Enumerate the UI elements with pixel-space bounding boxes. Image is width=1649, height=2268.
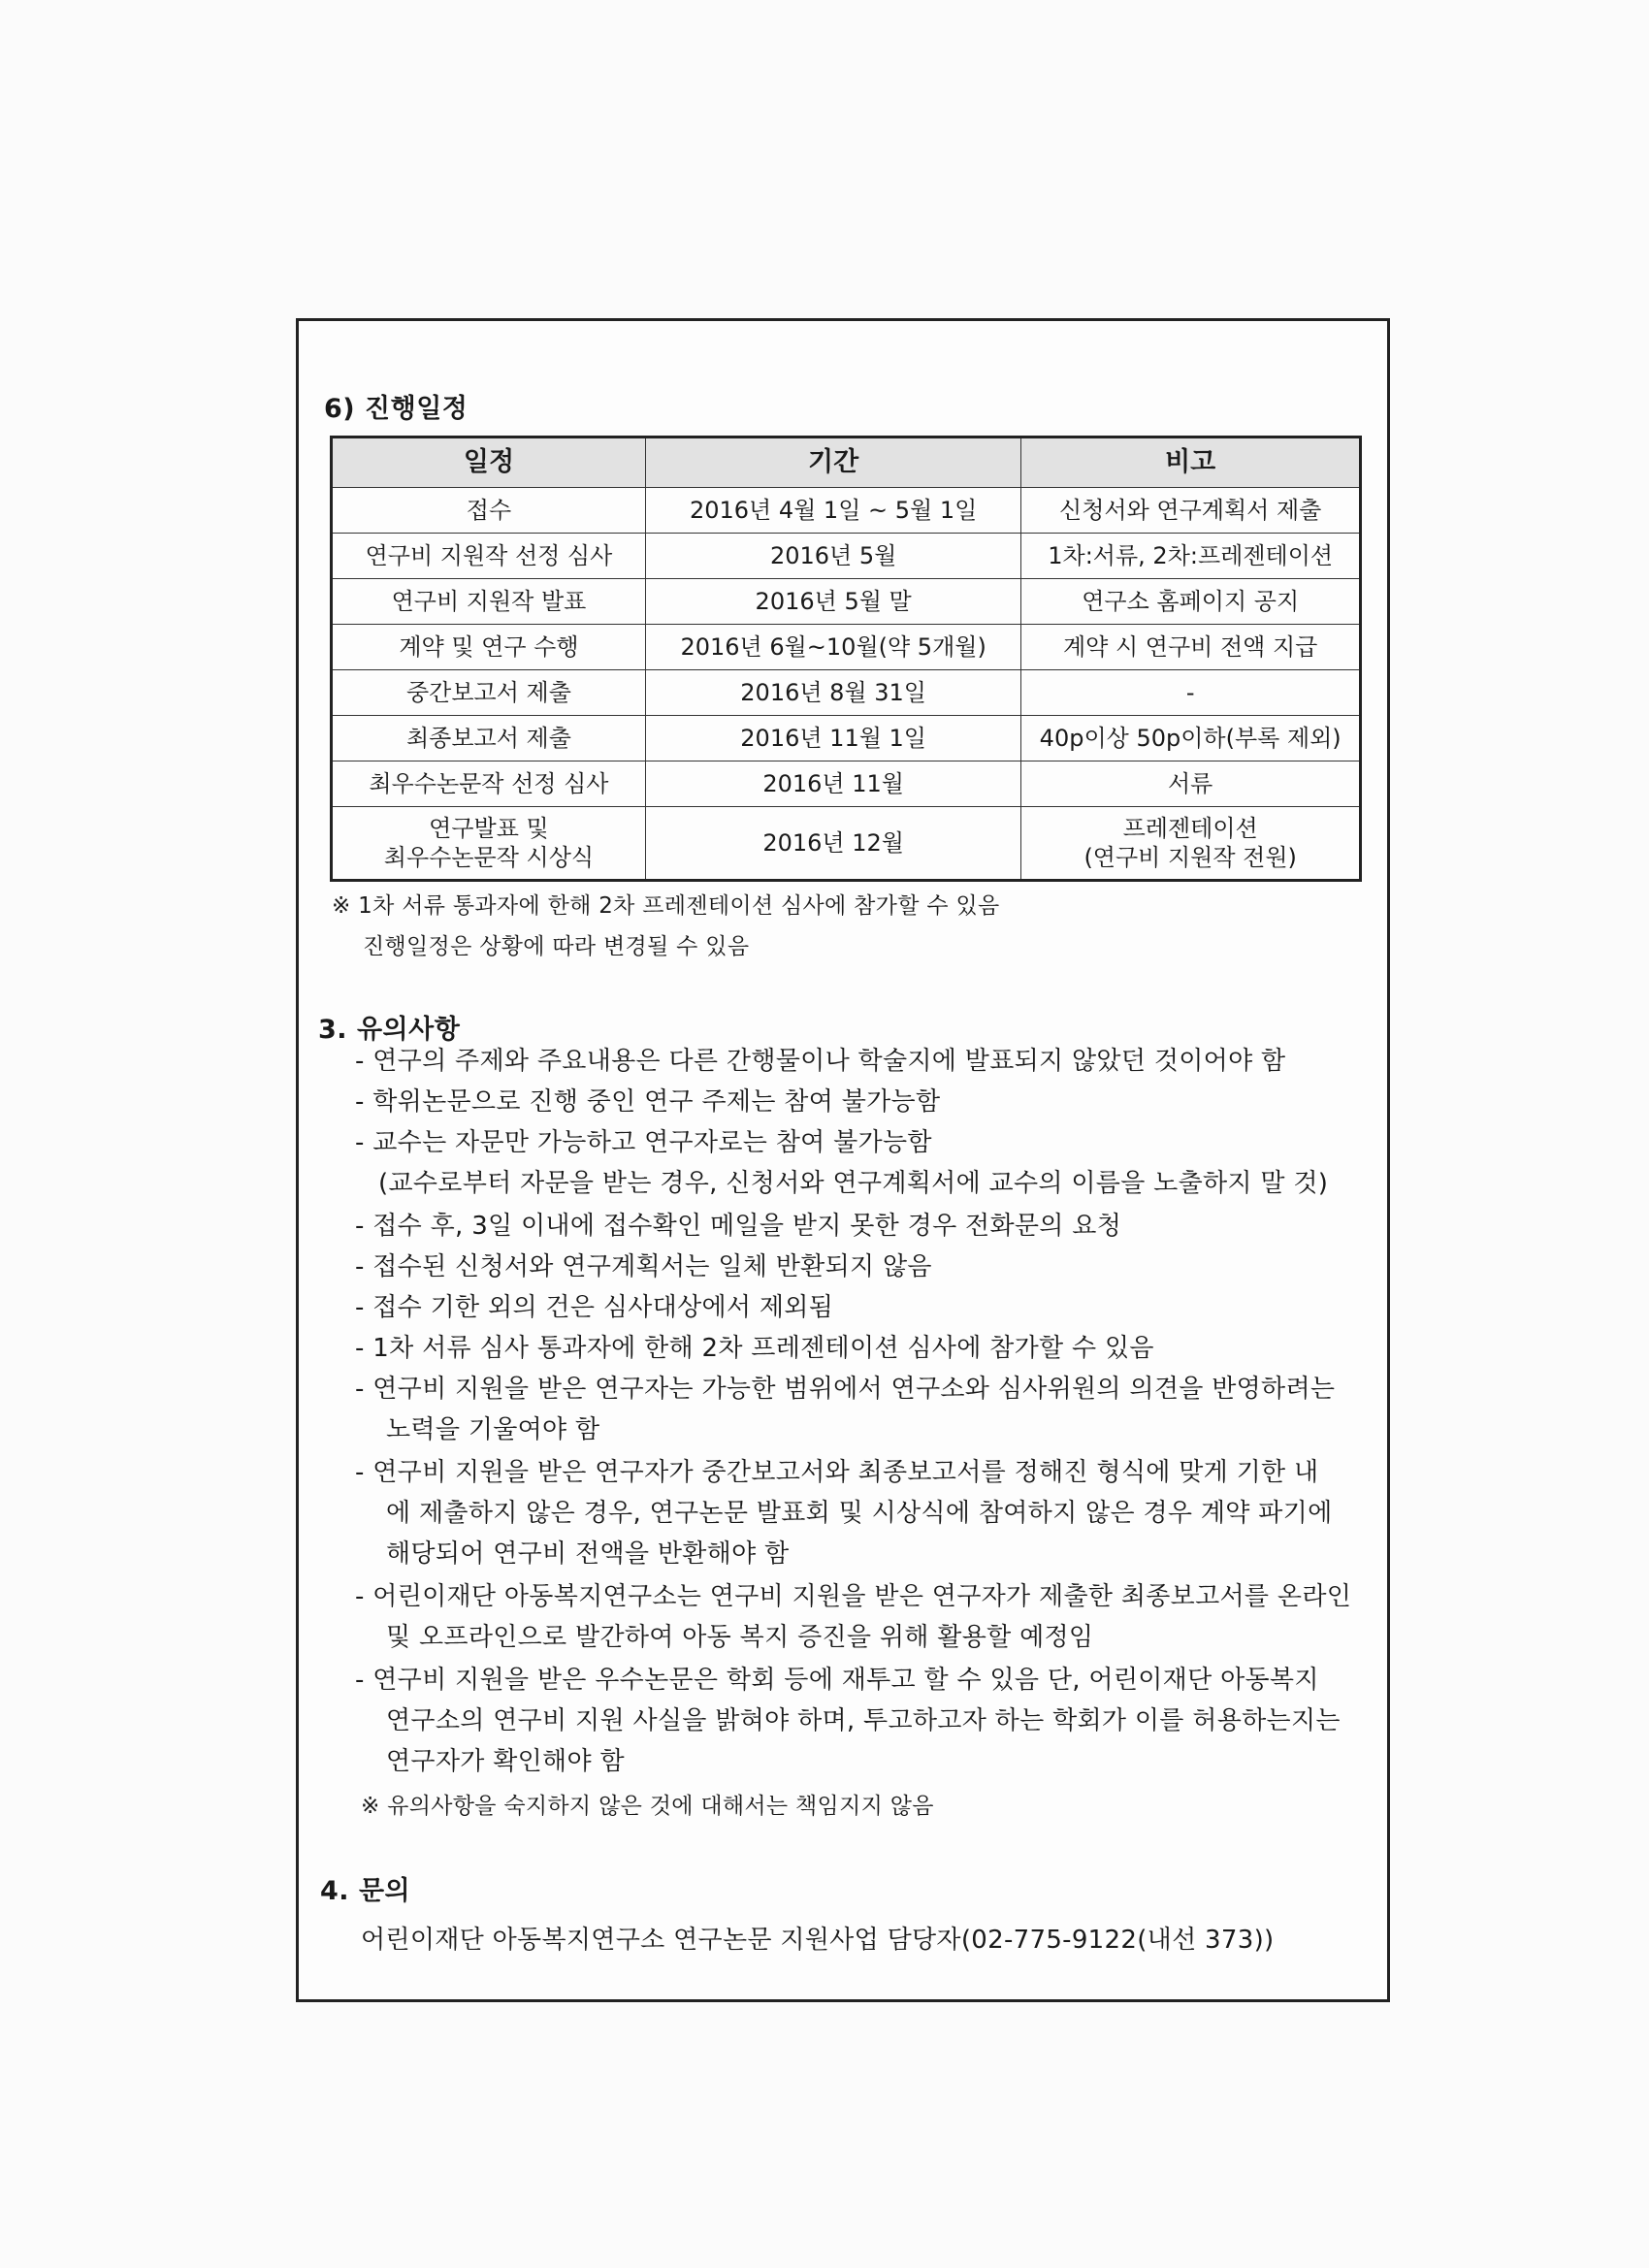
header-schedule: 일정 [332,437,646,488]
header-period: 기간 [645,437,1020,488]
notice-line: - 학위논문으로 진행 중인 연구 주제는 참여 불가능함 [355,1087,941,1117]
row-period: 2016년 6월~10월(약 5개월) [645,625,1020,670]
notice-line: 노력을 기울여야 함 [386,1415,600,1444]
row-period: 2016년 8월 31일 [645,670,1020,716]
notice-line: - 접수 기한 외의 건은 심사대상에서 제외됨 [355,1293,834,1322]
row-note: 40p이상 50p이하(부록 제외) [1021,716,1361,761]
notice-line: - 접수 후, 3일 이내에 접수확인 메일을 받지 못한 경우 전화문의 요청 [355,1212,1122,1241]
table-header-row [332,437,1361,488]
notice-line: - 접수된 신청서와 연구계획서는 일체 반환되지 않음 [355,1252,932,1281]
table-row [332,670,1361,716]
notice-line: 에 제출하지 않은 경우, 연구논문 발표회 및 시상식에 참여하지 않은 경우 계약 파기에 [386,1499,1333,1528]
row-item: 계약 및 연구 수행 [332,625,646,670]
row-period: 2016년 5월 [645,534,1020,579]
row-period: 2016년 11월 1일 [645,716,1020,761]
schedule-footnote-2: 진행일정은 상황에 따라 변경될 수 있음 [363,934,750,959]
row-period: 2016년 5월 말 [645,579,1020,625]
notice-line: - 연구비 지원을 받은 연구자가 중간보고서와 최종보고서를 정해진 형식에 맞게 기한 내 [355,1458,1319,1487]
row-period: 2016년 11월 [645,761,1020,807]
row-item: 중간보고서 제출 [332,670,646,716]
row-item: 연구비 지원작 발표 [332,579,646,625]
document-frame [296,318,1390,2002]
table-row [332,761,1361,807]
row-item-line2: 최우수논문작 시상식 [383,844,595,871]
notice-line: 해당되어 연구비 전액을 반환해야 함 [386,1539,790,1569]
schedule-table [330,436,1362,882]
row-note-line1: 프레젠테이션 [1122,815,1258,842]
row-item: 최종보고서 제출 [332,716,646,761]
row-item-line1: 연구발표 및 [429,815,549,842]
table-row [332,488,1361,534]
row-note: 연구소 홈페이지 공지 [1021,579,1361,625]
row-note: 1차:서류, 2차:프레젠테이션 [1021,534,1361,579]
table-row [332,625,1361,670]
contact-heading: 4. 문의 [320,1876,411,1906]
row-item: 접수 [332,488,646,534]
notice-line: - 연구의 주제와 주요내용은 다른 간행물이나 학술지에 발표되지 않았던 것이어야 함 [355,1047,1286,1076]
notice-line: (교수로부터 자문을 받는 경우, 신청서와 연구계획서에 교수의 이름을 노출하지 말 것) [378,1169,1329,1198]
notice-line: - 교수는 자문만 가능하고 연구자로는 참여 불가능함 [355,1128,932,1157]
schedule-footnote-1: ※ 1차 서류 통과자에 한해 2차 프레젠테이션 심사에 참가할 수 있음 [332,893,1000,919]
notice-line: - 연구비 지원을 받은 우수논문은 학회 등에 재투고 할 수 있음 단, 어린이재단 아동복지 [355,1666,1319,1695]
row-note: 서류 [1021,761,1361,807]
row-item [332,807,646,881]
notice-footnote: ※ 유의사항을 숙지하지 않은 것에 대해서는 책임지지 않음 [361,1794,934,1819]
table-row [332,807,1361,881]
notice-line: - 1차 서류 심사 통과자에 한해 2차 프레젠테이션 심사에 참가할 수 있음 [355,1334,1154,1363]
notice-line: - 어린이재단 아동복지연구소는 연구비 지원을 받은 연구자가 제출한 최종보고서를 온라인 [355,1582,1352,1611]
row-item: 최우수논문작 선정 심사 [332,761,646,807]
contact-info: 어린이재단 아동복지연구소 연구논문 지원사업 담당자(02-775-9122(내선 373)) [361,1926,1275,1955]
notice-line: 연구자가 확인해야 함 [386,1747,625,1776]
row-item: 연구비 지원작 선정 심사 [332,534,646,579]
schedule-heading: 6) 진행일정 [324,394,469,424]
notice-heading: 3. 유의사항 [318,1015,461,1045]
table-row [332,534,1361,579]
row-note: 계약 시 연구비 전액 지급 [1021,625,1361,670]
row-note-line2: (연구비 지원작 전원) [1083,844,1297,871]
row-note: 신청서와 연구계획서 제출 [1021,488,1361,534]
notice-line: 및 오프라인으로 발간하여 아동 복지 증진을 위해 활용할 예정임 [386,1623,1094,1652]
notice-line: - 연구비 지원을 받은 연구자는 가능한 범위에서 연구소와 심사위원의 의견을 반영하려는 [355,1375,1336,1404]
row-note: - [1021,670,1361,716]
notice-line: 연구소의 연구비 지원 사실을 밝혀야 하며, 투고하고자 하는 학회가 이를 허용하는지는 [386,1706,1341,1735]
table-row [332,579,1361,625]
row-note [1021,807,1361,881]
table-row [332,716,1361,761]
row-period: 2016년 4월 1일 ~ 5월 1일 [645,488,1020,534]
header-note: 비고 [1021,437,1361,488]
row-period: 2016년 12월 [645,807,1020,881]
